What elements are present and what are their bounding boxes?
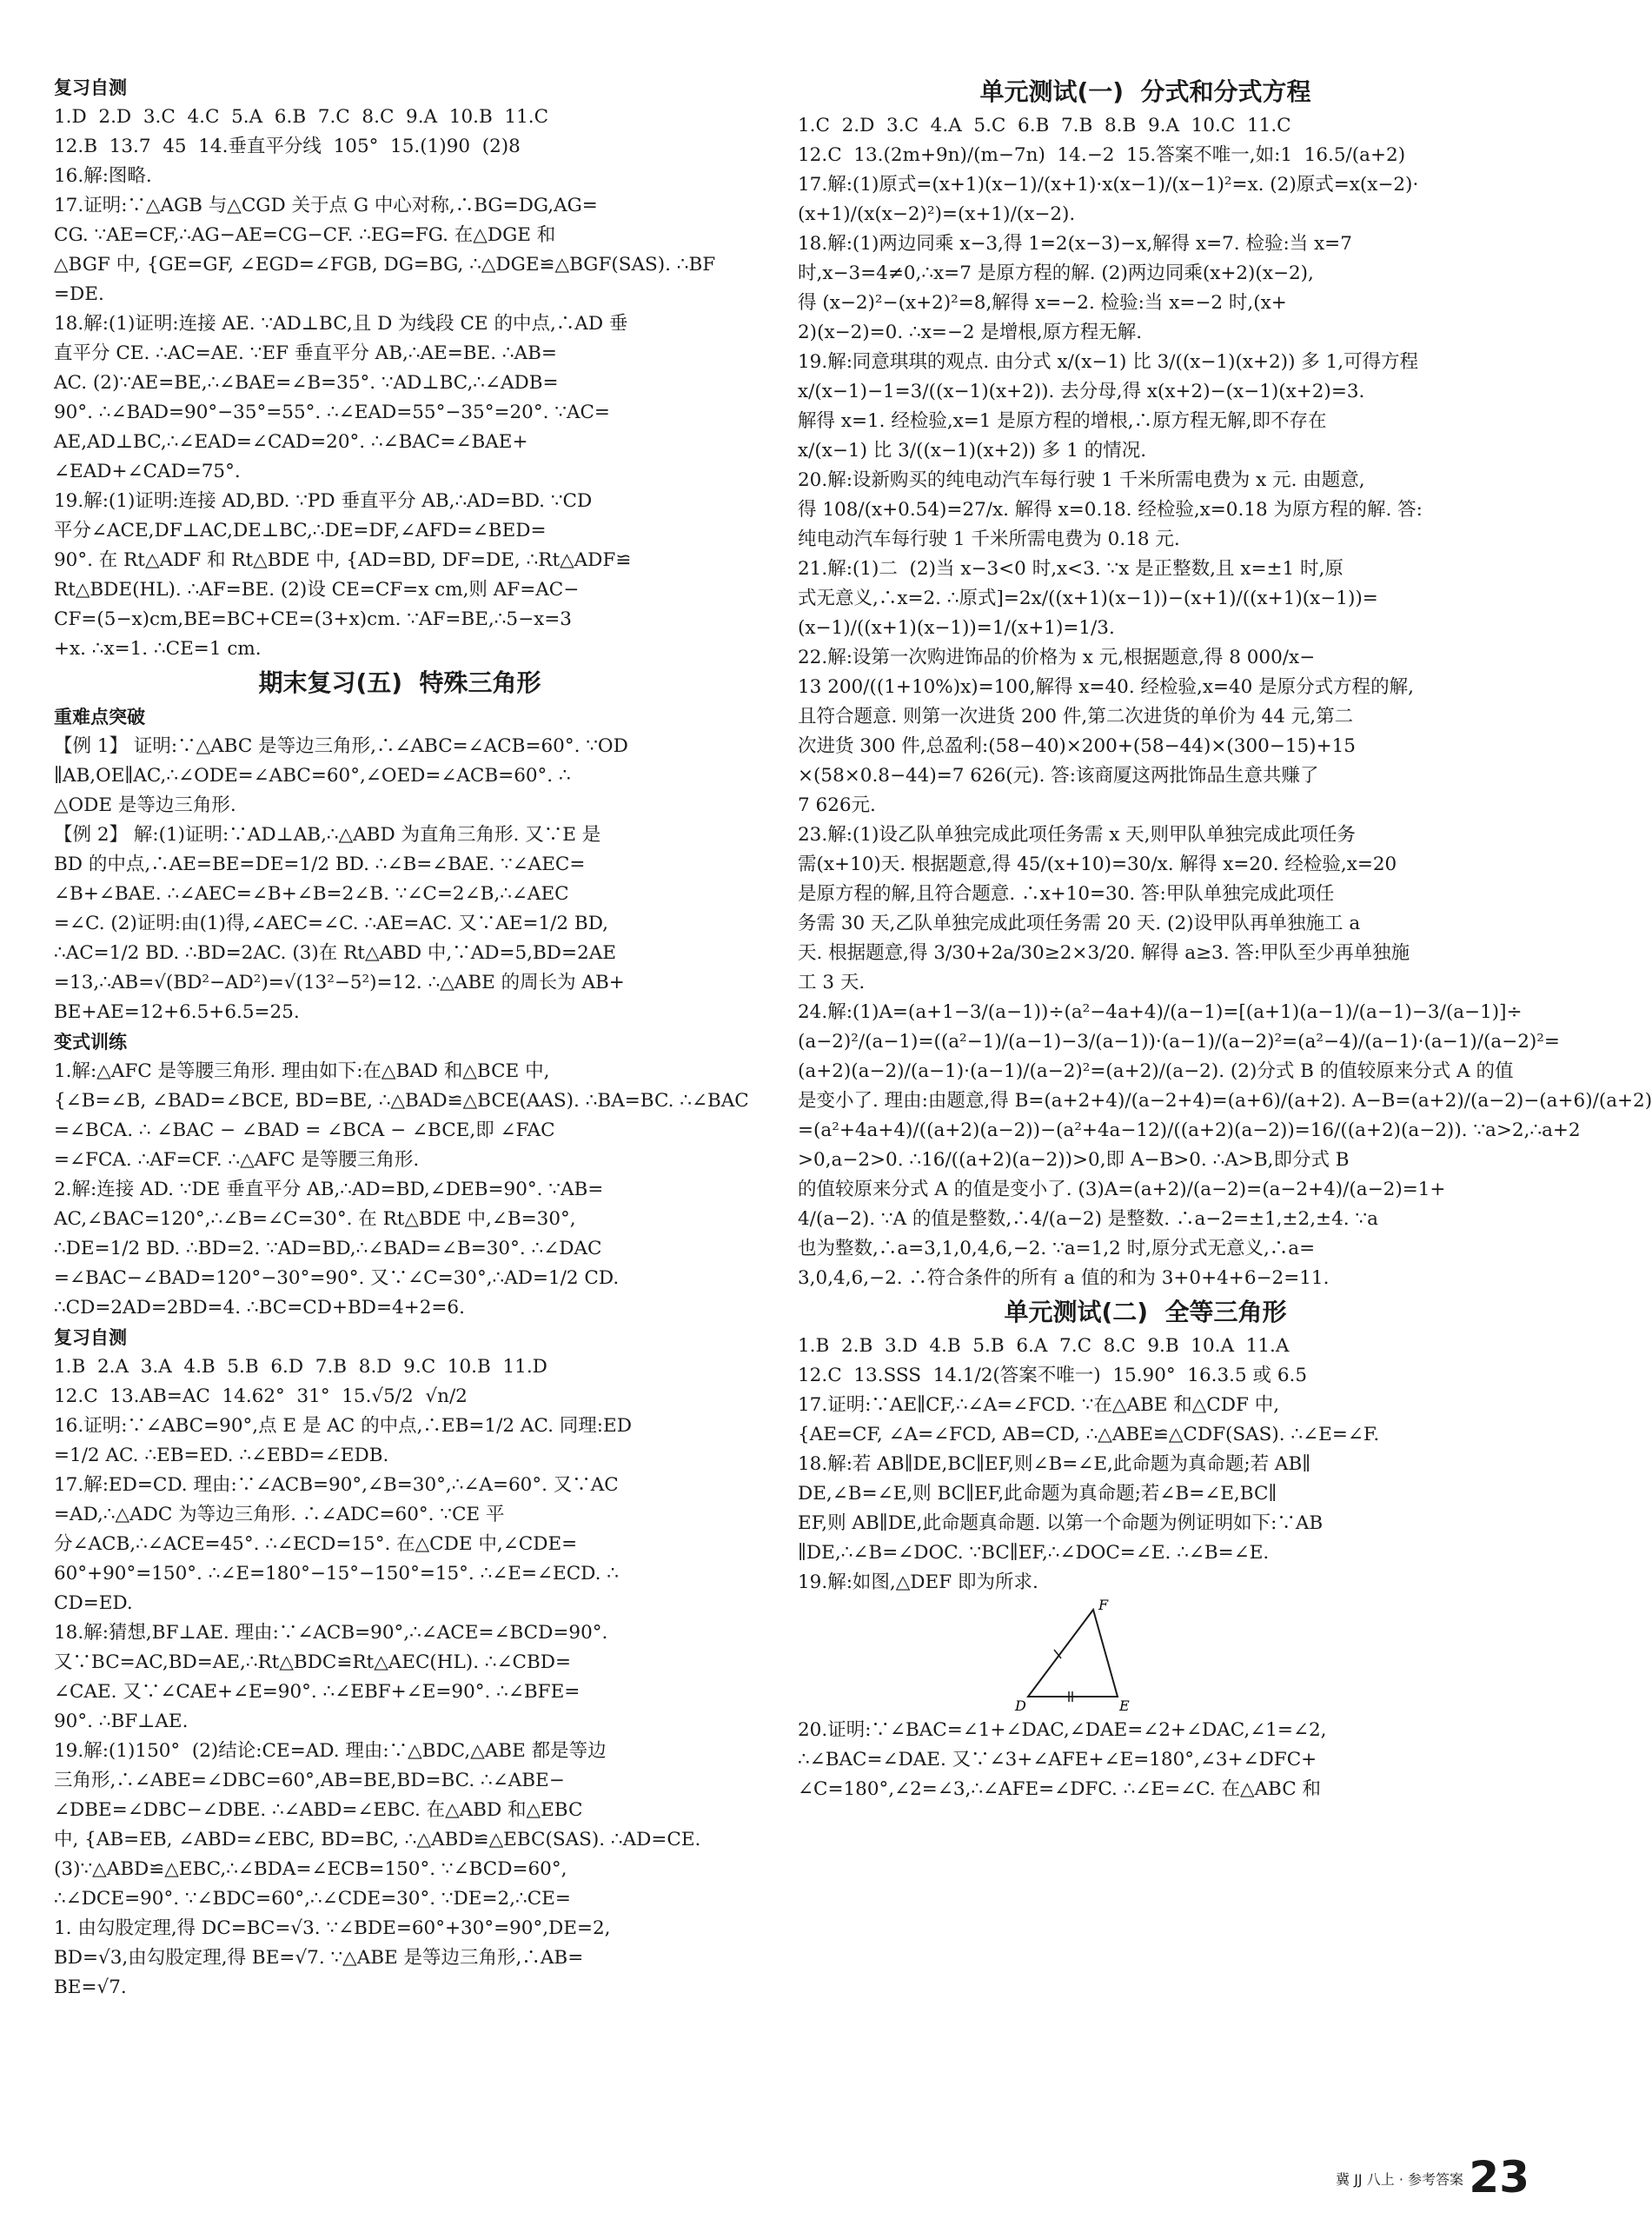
answer-line: 17.解:ED=CD. 理由:∵∠ACB=90°,∠B=30°,∴∠A=60°. 又∵AC — [54, 1474, 619, 1496]
answer-line: 【例 2】 解:(1)证明:∵AD⊥AB,∴△ABD 为直角三角形. 又∵E 是 — [54, 824, 601, 846]
answer-line: 13 200/((1+10%)x)=100,解得 x=40. 经检验,x=40 是原分式方程的解, — [798, 676, 1415, 698]
answer-line: 平分∠ACE,DF⊥AC,DE⊥BC,∴DE=DF,∠AFD=∠BED= — [54, 520, 547, 541]
answer-line: ∴∠BAC=∠DAE. 又∵∠3+∠AFE+∠E=180°,∠3+∠DFC+ — [798, 1749, 1317, 1771]
answer-line: △ODE 是等边三角形. — [54, 794, 236, 816]
answer-line: 90°. ∴BF⊥AE. — [54, 1711, 189, 1732]
answer-line: 且符合题意. 则第一次进货 200 件,第二次进货的单价为 44 元,第二 — [798, 706, 1354, 727]
answer-line: 直平分 CE. ∴AC=AE. ∵EF 垂直平分 AB,∴AE=BE. ∴AB= — [54, 342, 557, 364]
answer-line: 18.解:(1)两边同乘 x−3,得 1=2(x−3)−x,解得 x=7. 检验:当 x=7 — [798, 233, 1352, 255]
answer-line: 【例 1】 证明:∵△ABC 是等边三角形,∴∠ABC=∠ACB=60°. ∵OD — [54, 735, 628, 757]
answer-line: △BGF 中, {GE=GF, ∠EGD=∠FGB, DG=BG, ∴△DGE≌△BGF(SAS). ∴BF — [54, 254, 716, 276]
answer-line: 式无意义,∴x=2. ∴原式]=2x/((x+1)(x−1))−(x+1)/((x+1)(x−1))= — [798, 588, 1378, 609]
answer-line: 1.B 2.A 3.A 4.B 5.B 6.D 7.B 8.D 9.C 10.B 11.D — [54, 1356, 547, 1378]
answer-line: 中, {AB=EB, ∠ABD=∠EBC, BD=BC, ∴△ABD≌△EBC(SAS). ∴AD=CE. — [54, 1829, 701, 1850]
answer-line: 1.解:△AFC 是等腰三角形. 理由如下:在△BAD 和△BCE 中, — [54, 1060, 550, 1082]
answer-line: 24.解:(1)A=(a+1−3/(a−1))÷(a²−4a+4)/(a−1)=[(a+1)(a−1)/(a−1)−3/(a−1)]÷ — [798, 1001, 1523, 1023]
answer-line: 2.解:连接 AD. ∵DE 垂直平分 AB,∴AD=BD,∠DEB=90°. ∵AB= — [54, 1179, 604, 1200]
answer-line: =(a²+4a+4)/((a+2)(a−2))−(a²+4a−12)/((a+2)(a−2))=16/((a+2)(a−2)). ∵a>2,∴a+2 — [798, 1119, 1581, 1141]
answer-line: Rt△BDE(HL). ∴AF=BE. (2)设 CE=CF=x cm,则 AF=AC− — [54, 579, 580, 601]
answer-line: 2)(x−2)=0. ∴x=−2 是增根,原方程无解. — [798, 322, 1143, 343]
chapter-title: 期末复习(五) 特殊三角形 — [258, 668, 541, 697]
answer-line: 纯电动汽车每行驶 1 千米所需电费为 0.18 元. — [798, 528, 1180, 550]
answer-line: BD=√3,由勾股定理,得 BE=√7. ∵△ABE 是等边三角形,∴AB= — [54, 1947, 584, 1969]
answer-line: 1.C 2.D 3.C 4.A 5.C 6.B 7.B 8.B 9.A 10.C 11.C — [798, 115, 1291, 136]
answer-line: DE,∠B=∠E,则 BC∥EF,此命题为真命题;若∠B=∠E,BC∥ — [798, 1483, 1277, 1505]
answer-line: 得 (x−2)²−(x+2)²=8,解得 x=−2. 检验:当 x=−2 时,(x+ — [798, 292, 1287, 314]
section-heading: 重难点突破 — [54, 707, 145, 727]
answer-line: 也为整数,∴a=3,1,0,4,6,−2. ∵a=1,2 时,原分式无意义,∴a= — [798, 1238, 1316, 1259]
answer-line: 12.C 13.AB=AC 14.62° 31° 15.√5/2 √n/2 — [54, 1385, 468, 1407]
answer-line: 20.解:设新购买的纯电动汽车每行驶 1 千米所需电费为 x 元. 由题意, — [798, 469, 1365, 491]
answer-line: =∠C. (2)证明:由(1)得,∠AEC=∠C. ∴AE=AC. 又∵AE=1/2 BD, — [54, 913, 609, 934]
answer-line: 18.解:(1)证明:连接 AE. ∵AD⊥BC,且 D 为线段 CE 的中点,∴AD 垂 — [54, 313, 628, 335]
answer-line: 19.解:同意琪琪的观点. 由分式 x/(x−1) 比 3/((x−1)(x+2)) 多 1,可得方程 — [798, 351, 1419, 373]
answer-line: AE,AD⊥BC,∴∠EAD=∠CAD=20°. ∴∠BAC=∠BAE+ — [54, 431, 528, 453]
answer-line: ∠DBE=∠DBC−∠DBE. ∴∠ABD=∠EBC. 在△ABD 和△EBC — [54, 1799, 583, 1821]
answer-line: 23.解:(1)设乙队单独完成此项任务需 x 天,则甲队单独完成此项任务 — [798, 824, 1357, 846]
answer-line: ∥AB,OE∥AC,∴∠ODE=∠ABC=60°,∠OED=∠ACB=60°. ∴ — [54, 765, 571, 787]
answer-line: (a−2)²/(a−1)=((a²−1)/(a−1)−3/(a−1))·(a−1)/(a−2)²=(a²−4)/(a−1)·(a−1)/(a−2)²= — [798, 1031, 1560, 1053]
answer-line: 1.D 2.D 3.C 4.C 5.A 6.B 7.C 8.C 9.A 10.B 11.C — [54, 106, 549, 128]
answer-line: 22.解:设第一次购进饰品的价格为 x 元,根据题意,得 8 000/x− — [798, 647, 1316, 668]
answer-line: 4/(a−2). ∵A 的值是整数,∴4/(a−2) 是整数. ∴a−2=±1,±2,±4. ∵a — [798, 1208, 1378, 1230]
answer-line: 21.解:(1)二 (2)当 x−3<0 时,x<3. ∵x 是正整数,且 x=±1 时,原 — [798, 558, 1343, 580]
chapter-title: 单元测试(二) 全等三角形 — [1004, 1298, 1287, 1326]
answer-line: ∠EAD+∠CAD=75°. — [54, 461, 241, 482]
answer-line: 得 108/(x+0.54)=27/x. 解得 x=0.18. 经检验,x=0.18 为原方程的解. 答: — [798, 499, 1423, 521]
section-heading: 复习自测 — [54, 1327, 127, 1348]
vertex-label-d: D — [1015, 1697, 1026, 1714]
answer-line: AC,∠BAC=120°,∴∠B=∠C=30°. 在 Rt△BDE 中,∠B=30°, — [54, 1208, 576, 1230]
answer-line: ∴∠DCE=90°. ∵∠BDC=60°,∴∠CDE=30°. ∵DE=2,∴CE= — [54, 1888, 571, 1910]
answer-line: AC. (2)∵AE=BE,∴∠BAE=∠B=35°. ∵AD⊥BC,∴∠ADB= — [54, 372, 559, 394]
answer-line: 1. 由勾股定理,得 DC=BC=√3. ∵∠BDE=60°+30°=90°,DE=2, — [54, 1917, 611, 1939]
answer-line: {AE=CF, ∠A=∠FCD, AB=CD, ∴△ABE≌△CDF(SAS). ∴∠E=∠F. — [798, 1424, 1380, 1445]
answer-line: ∴CD=2AD=2BD=4. ∴BC=CD+BD=4+2=6. — [54, 1297, 465, 1319]
answer-line: 16.证明:∵∠ABC=90°,点 E 是 AC 的中点,∴EB=1/2 AC. 同理:ED — [54, 1415, 632, 1437]
answer-line: ∴DE=1/2 BD. ∴BD=2. ∵AD=BD,∴∠BAD=∠B=30°. ∴∠DAC — [54, 1238, 602, 1259]
answer-line: CF=(5−x)cm,BE=BC+CE=(3+x)cm. ∵AF=BE,∴5−x=3 — [54, 608, 572, 630]
answer-line: 18.解:猜想,BF⊥AE. 理由:∵∠ACB=90°,∴∠ACE=∠BCD=90°. — [54, 1622, 608, 1644]
answer-line: {∠B=∠B, ∠BAD=∠BCE, BD=BE, ∴△BAD≌△BCE(AAS). ∴BA=BC. ∴∠BAC — [54, 1090, 749, 1112]
vertex-label-e: E — [1119, 1697, 1130, 1714]
answer-line: =DE. — [54, 283, 104, 305]
answer-line: BE+AE=12+6.5+6.5=25. — [54, 1001, 300, 1023]
answer-line: ∥DE,∴∠B=∠DOC. ∵BC∥EF,∴∠DOC=∠E. ∴∠B=∠E. — [798, 1542, 1270, 1564]
answer-line: 分∠ACB,∴∠ACE=45°. ∴∠ECD=15°. 在△CDE 中,∠CDE= — [54, 1533, 578, 1555]
answer-line: 17.解:(1)原式=(x+1)(x−1)/(x+1)·x(x−1)/(x−1)²=x. (2)原式=x(x−2)· — [798, 174, 1419, 196]
answer-line: =13,∴AB=√(BD²−AD²)=√(13²−5²)=12. ∴△ABE 的周长为 AB+ — [54, 972, 625, 993]
answer-line: BE=√7. — [54, 1977, 127, 1998]
answer-line: 三角形,∴∠ABE=∠DBC=60°,AB=BE,BD=BC. ∴∠ABE− — [54, 1770, 565, 1791]
left-column — [54, 73, 749, 2003]
answer-line: 是原方程的解,且符合题意. ∴x+10=30. 答:甲队单独完成此项任 — [798, 883, 1335, 905]
answer-line: 时,x−3=4≠0,∴x=7 是原方程的解. (2)两边同乘(x+2)(x−2), — [798, 262, 1314, 284]
answer-line: 17.证明:∵AE∥CF,∴∠A=∠FCD. ∵在△ABE 和△CDF 中, — [798, 1394, 1280, 1416]
answer-line: x/(x−1) 比 3/((x−1)(x+2)) 多 1 的情况. — [798, 440, 1147, 462]
answer-line: 90°. ∴∠BAD=90°−35°=55°. ∴∠EAD=55°−35°=20°. ∵AC= — [54, 402, 610, 423]
answer-line: 12.B 13.7 45 14.垂直平分线 105° 15.(1)90 (2)8 — [54, 136, 521, 157]
answer-line: 12.C 13.SSS 14.1/2(答案不唯一) 15.90° 16.3.5 或 6.5 — [798, 1365, 1308, 1386]
answer-line: 60°+90°=150°. ∴∠E=180°−15°−150°=15°. ∴∠E=∠ECD. ∴ — [54, 1563, 619, 1585]
answer-line: 是变小了. 理由:由题意,得 B=(a+2+4)/(a−2+4)=(a+6)/(a+2). A−B=(a+2)/(a−2)−(a+6)/(a+2) — [798, 1090, 1652, 1112]
right-column — [798, 73, 1652, 1804]
answer-line: =∠BCA. ∴ ∠BAC − ∠BAD = ∠BCA − ∠BCE,即 ∠FAC — [54, 1119, 555, 1141]
answer-line: 18.解:若 AB∥DE,BC∥EF,则∠B=∠E,此命题为真命题;若 AB∥ — [798, 1453, 1311, 1475]
answer-line: 16.解:图略. — [54, 165, 152, 187]
answer-line: 天. 根据题意,得 3/30+2a/30≥2×3/20. 解得 a≥3. 答:甲队至少再单独施 — [798, 942, 1410, 964]
answer-line: 又∵BC=AC,BD=AE,∴Rt△BDC≌Rt△AEC(HL). ∴∠CBD= — [54, 1651, 572, 1673]
answer-line: 17.证明:∵△AGB 与△CGD 关于点 G 中心对称,∴BG=DG,AG= — [54, 195, 598, 216]
answer-line: 次进货 300 件,总盈利:(58−40)×200+(58−44)×(300−15)+15 — [798, 735, 1356, 757]
answer-line: 90°. 在 Rt△ADF 和 Rt△BDE 中, {AD=BD, DF=DE, ∴Rt△ADF≌ — [54, 549, 632, 571]
page-number: 23 — [1469, 2152, 1529, 2202]
answer-line: 解得 x=1. 经检验,x=1 是原方程的增根,∴原方程无解,即不存在 — [798, 410, 1327, 432]
answer-line: 需(x+10)天. 根据题意,得 45/(x+10)=30/x. 解得 x=20. 经检验,x=20 — [798, 854, 1397, 875]
answer-line: (x+1)/(x(x−2)²)=(x+1)/(x−2). — [798, 203, 1076, 225]
section-heading: 复习自测 — [54, 77, 127, 98]
answer-line: 12.C 13.(2m+9n)/(m−7n) 14.−2 15.答案不唯一,如:1 16.5/(a+2) — [798, 144, 1406, 166]
answer-line: ×(58×0.8−44)=7 626(元). 答:该商厦这两批饰品生意共赚了 — [798, 765, 1319, 787]
answer-line: =1/2 AC. ∴EB=ED. ∴∠EBD=∠EDB. — [54, 1445, 389, 1466]
chapter-title: 单元测试(一) 分式和分式方程 — [979, 77, 1311, 106]
answer-line: ∠CAE. 又∵∠CAE+∠E=90°. ∴∠EBF+∠E=90°. ∴∠BFE= — [54, 1681, 581, 1703]
section-heading: 变式训练 — [54, 1032, 127, 1053]
answer-line: (a+2)(a−2)/(a−1)·(a−1)/(a−2)²=(a+2)/(a−2). (2)分式 B 的值较原来分式 A 的值 — [798, 1060, 1514, 1082]
answer-line: 的值较原来分式 A 的值是变小了. (3)A=(a+2)/(a−2)=(a−2+4)/(a−2)=1+ — [798, 1179, 1446, 1200]
answer-line: (3)∵△ABD≌△EBC,∴∠BDA=∠ECB=150°. ∵∠BCD=60°, — [54, 1858, 567, 1880]
answer-line: ∠B+∠BAE. ∴∠AEC=∠B+∠B=2∠B. ∵∠C=2∠B,∴∠AEC — [54, 883, 569, 905]
answer-line: +x. ∴x=1. ∴CE=1 cm. — [54, 638, 262, 660]
answer-line: CD=ED. — [54, 1592, 133, 1614]
answer-line: 20.证明:∵∠BAC=∠1+∠DAC,∠DAE=∠2+∠DAC,∠1=∠2, — [798, 1719, 1327, 1741]
triangle-def — [1028, 1610, 1118, 1697]
answer-line: EF,则 AB∥DE,此命题真命题. 以第一个命题为例证明如下:∵AB — [798, 1512, 1324, 1534]
answer-line: =∠FCA. ∴AF=CF. ∴△AFC 是等腰三角形. — [54, 1149, 420, 1171]
answer-line: 1.B 2.B 3.D 4.B 5.B 6.A 7.C 8.C 9.B 10.A 11.A — [798, 1335, 1290, 1357]
answer-line: >0,a−2>0. ∴16/((a+2)(a−2))>0,即 A−B>0. ∴A>B,即分式 B — [798, 1149, 1350, 1171]
answer-line: BD 的中点,∴AE=BE=DE=1/2 BD. ∴∠B=∠BAE. ∵∠AEC= — [54, 854, 586, 875]
vertex-label-f: F — [1098, 1597, 1109, 1613]
triangle-def-figure — [1015, 1599, 1137, 1712]
answer-line: CG. ∵AE=CF,∴AG−AE=CG−CF. ∴EG=FG. 在△DGE 和 — [54, 224, 556, 246]
answer-line: ∠C=180°,∠2=∠3,∴∠AFE=∠DFC. ∴∠E=∠C. 在△ABC 和 — [798, 1778, 1322, 1800]
answer-line: 工 3 天. — [798, 972, 866, 993]
answer-line: ∴AC=1/2 BD. ∴BD=2AC. (3)在 Rt△ABD 中,∵AD=5,BD=2AE — [54, 942, 616, 964]
answer-line: 19.解:如图,△DEF 即为所求. — [798, 1571, 1038, 1593]
answer-line: 7 626元. — [798, 794, 876, 816]
answer-line: 3,0,4,6,−2. ∴符合条件的所有 a 值的和为 3+0+4+6−2=11. — [798, 1267, 1330, 1289]
footer-label: 冀 JJ 八上 · 参考答案 — [1336, 2171, 1463, 2188]
answer-line: =AD,∴△ADC 为等边三角形. ∴∠ADC=60°. ∵CE 平 — [54, 1504, 505, 1525]
answer-line: 19.解:(1)证明:连接 AD,BD. ∵PD 垂直平分 AB,∴AD=BD. ∵CD — [54, 490, 593, 512]
answer-line: =∠BAC−∠BAD=120°−30°=90°. 又∵∠C=30°,∴AD=1/2 CD. — [54, 1267, 620, 1289]
answer-line: (x−1)/((x+1)(x−1))=1/(x+1)=1/3. — [798, 617, 1115, 639]
answer-line: 务需 30 天,乙队单独完成此项任务需 20 天. (2)设甲队再单独施工 a — [798, 913, 1361, 934]
answer-line: x/(x−1)−1=3/((x−1)(x+2)). 去分母,得 x(x+2)−(x−1)(x+2)=3. — [798, 381, 1365, 402]
answer-line: 19.解:(1)150° (2)结论:CE=AD. 理由:∵△BDC,△ABE 都是等边 — [54, 1740, 607, 1762]
